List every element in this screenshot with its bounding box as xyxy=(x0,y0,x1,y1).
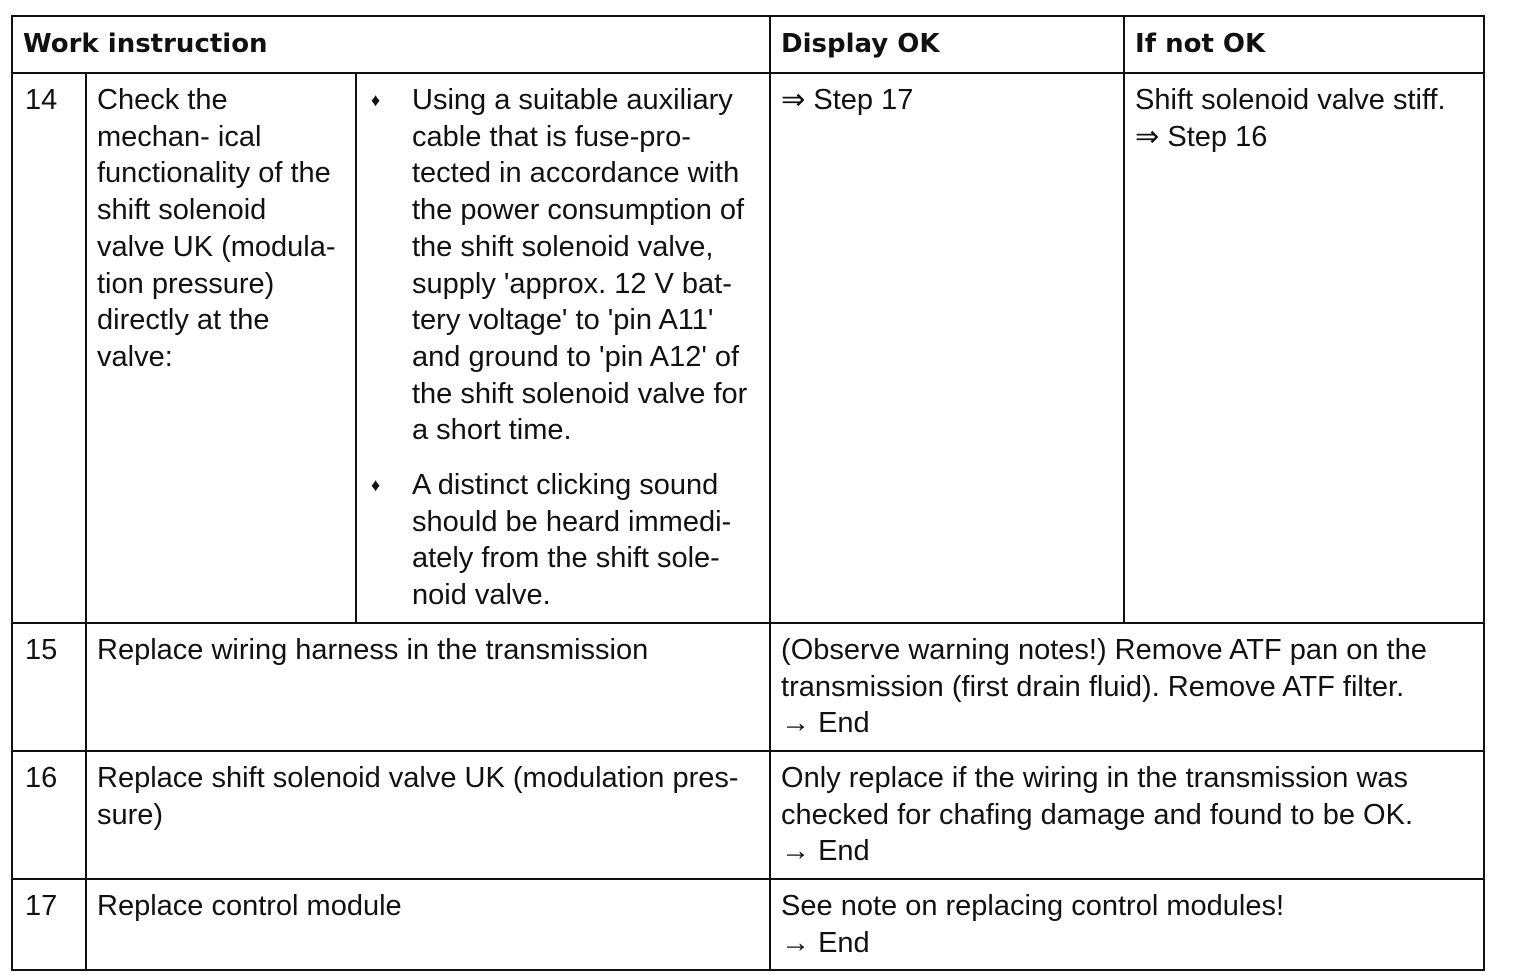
table-row-step-14 xyxy=(12,73,1484,623)
step-number: 15 xyxy=(12,623,86,751)
header-work-instruction: Work instruction xyxy=(12,16,770,73)
step-number: 17 xyxy=(12,879,86,970)
bullet-text: A distinct clicking sound should be heard immedi- ately from the shift sole- noid valve. xyxy=(412,469,732,612)
table-header-row xyxy=(12,16,1484,73)
instruction-cell xyxy=(86,623,770,751)
result-cell xyxy=(770,879,1484,970)
result-line: Only replace if the wiring in the transmission was xyxy=(781,762,1409,794)
result-line: checked for chafing damage and found to be OK. xyxy=(781,798,1414,831)
if-not-ok-line: Shift solenoid valve stiff. xyxy=(1135,84,1446,116)
table-row-step-16 xyxy=(12,751,1484,879)
instruction-cell xyxy=(86,751,770,879)
procedure-cell xyxy=(356,73,770,623)
result-line: → End xyxy=(781,835,870,868)
display-ok-text: ⇒ Step 17 xyxy=(781,84,914,116)
result-line: See note on replacing control modules! xyxy=(781,890,1285,922)
instruction-cell xyxy=(86,73,356,623)
result-line: → End xyxy=(781,707,870,740)
instruction-text: Replace shift solenoid valve UK (modulation pres- sure) xyxy=(97,762,739,831)
result-line: (Observe warning notes!) Remove ATF pan on the xyxy=(781,634,1427,666)
instruction-text: Check the mechan- ical functionality of the shift solenoid valve UK (modula- tion pressure) directly at the valve: xyxy=(97,84,336,373)
diamond-bullet-icon: ♦ xyxy=(371,90,381,110)
result-line: transmission (first drain fluid). Remove ATF filter. xyxy=(781,670,1405,703)
result-line: → End xyxy=(781,926,870,959)
work-instruction-table xyxy=(11,15,1485,971)
list-item xyxy=(367,82,759,449)
header-display-ok: Display OK xyxy=(770,16,1124,73)
instruction-cell xyxy=(86,879,770,970)
procedure-list xyxy=(367,82,759,614)
display-ok-cell xyxy=(770,73,1124,623)
result-cell xyxy=(770,623,1484,751)
instruction-text: Replace wiring harness in the transmission xyxy=(97,634,649,666)
if-not-ok-cell xyxy=(1124,73,1484,623)
instruction-text: Replace control module xyxy=(97,890,402,922)
result-cell xyxy=(770,751,1484,879)
list-item xyxy=(367,467,759,614)
table-row-step-15 xyxy=(12,623,1484,751)
step-number: 14 xyxy=(12,73,86,623)
step-number: 16 xyxy=(12,751,86,879)
diamond-bullet-icon: ♦ xyxy=(371,475,381,496)
if-not-ok-line: ⇒ Step 16 xyxy=(1135,120,1268,153)
bullet-text: Using a suitable auxiliary cable that is fuse-pro- tected in accordance with the power consumption of the shift solenoid valve, supply 'approx. 12 V bat- tery voltage' to 'pin A11' and ground to 'pin A12' of the shift solenoid valve for a short time. xyxy=(412,84,748,447)
table-row-step-17 xyxy=(12,879,1484,970)
header-if-not-ok: If not OK xyxy=(1124,16,1484,73)
